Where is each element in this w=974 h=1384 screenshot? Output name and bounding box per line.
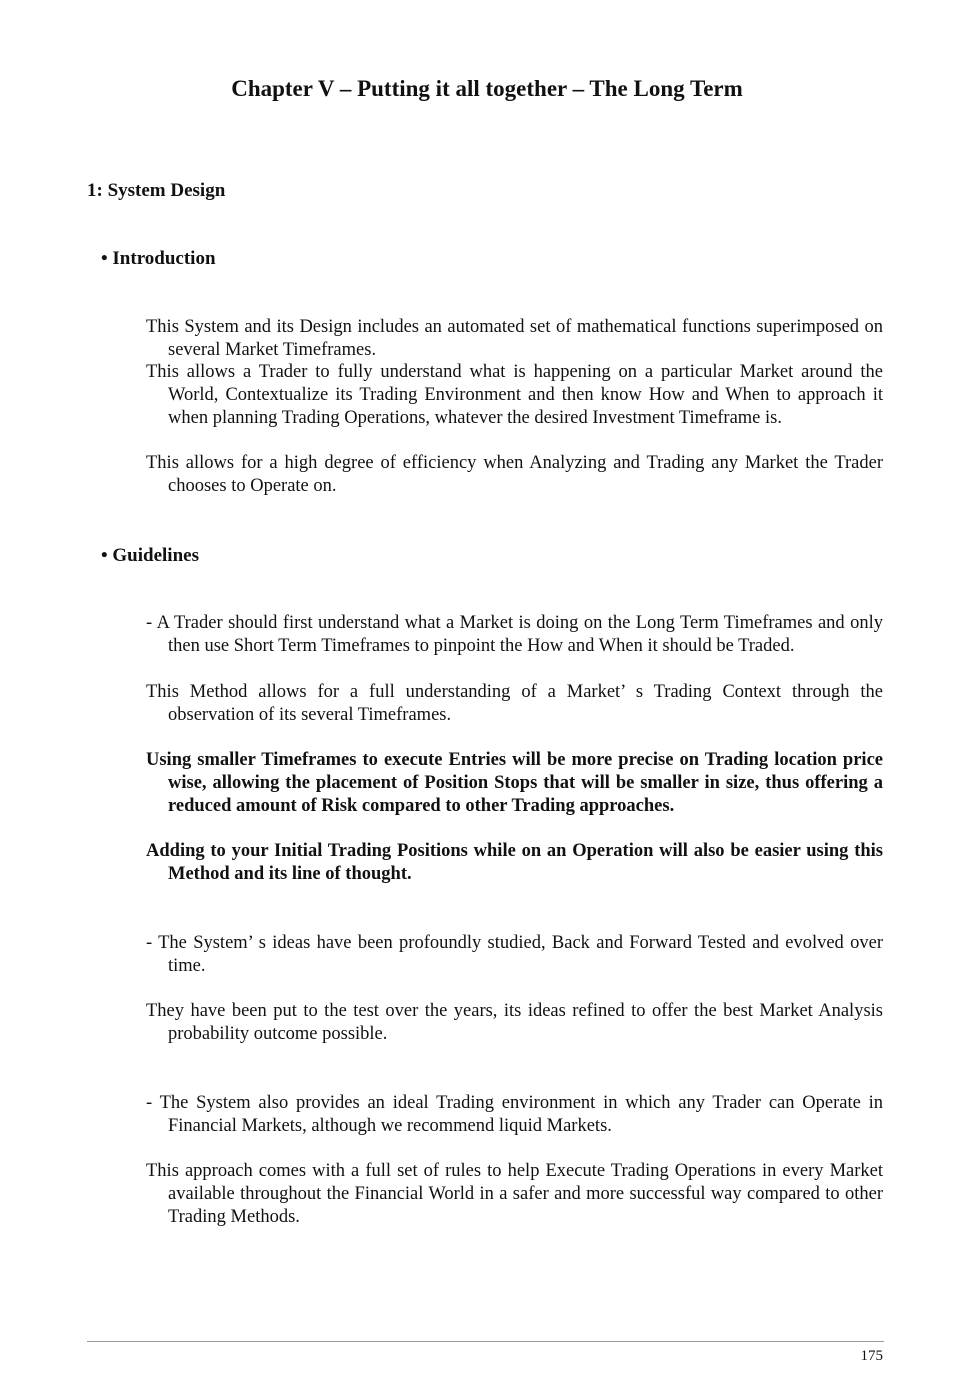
guideline-paragraph-2: This Method allows for a full understanding of a Market’ s Trading Context through the observation of its several Timeframes. <box>146 682 883 725</box>
guideline-paragraph-5: - The System’ s ideas have been profoundly studied, Back and Forward Tested and evolved over time. <box>146 933 883 976</box>
intro-paragraph-1: This System and its Design includes an automated set of mathematical functions superimposed on several Market Timeframes. <box>146 317 883 360</box>
chapter-title: Chapter V – Putting it all together – The Long Term <box>231 76 743 101</box>
page-number: 175 <box>860 1348 883 1364</box>
guideline-paragraph-3-bold: Using smaller Timeframes to execute Entries will be more precise on Trading location price wise, allowing the placement of Position Stops that will be smaller in size, thus offering a reduced amount of Risk compared to other Trading approaches. <box>146 750 883 816</box>
guideline-paragraph-4-bold: Adding to your Initial Trading Positions while on an Operation will also be easier using this Method and its line of thought. <box>146 841 883 884</box>
introduction-heading: • Introduction <box>101 248 216 269</box>
guidelines-heading: • Guidelines <box>101 545 199 566</box>
guideline-paragraph-6: They have been put to the test over the years, its ideas refined to offer the best Market Analysis probability outcome possible. <box>146 1001 883 1044</box>
guideline-paragraph-7: - The System also provides an ideal Trading environment in which any Trader can Operate in Financial Markets, although we recommend liquid Markets. <box>146 1093 883 1136</box>
guideline-paragraph-1: - A Trader should first understand what a Market is doing on the Long Term Timeframes and only then use Short Term Timeframes to pinpoint the How and When it should be Traded. <box>146 613 883 656</box>
section-heading: 1: System Design <box>87 180 226 201</box>
intro-paragraph-2: This allows a Trader to fully understand what is happening on a particular Market around the World, Contextualize its Trading Environment and then know How and When to approach it when planning Trading Operations, whatever the desired Investment Timeframe is. <box>146 362 883 428</box>
intro-paragraph-3: This allows for a high degree of efficiency when Analyzing and Trading any Market the Trader chooses to Operate on. <box>146 453 883 496</box>
guideline-paragraph-8: This approach comes with a full set of rules to help Execute Trading Operations in every Market available throughout the Financial World in a safer and more successful way compared to other Trading Methods. <box>146 1161 883 1227</box>
footer-divider <box>87 1341 884 1342</box>
